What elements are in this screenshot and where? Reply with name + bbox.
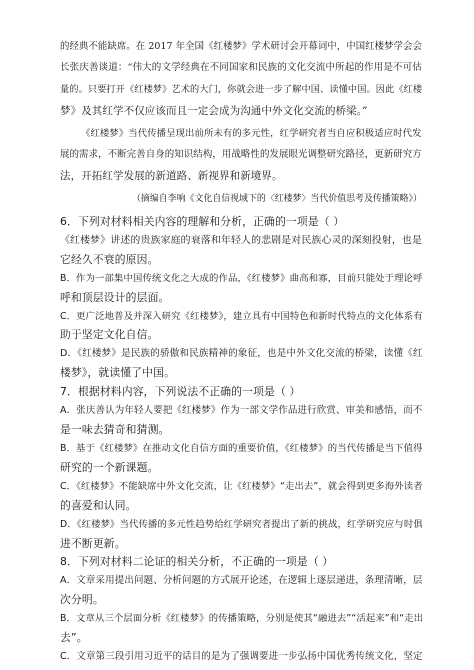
question-8-option-b: B．文章从三个层面分析《红楼梦》的传播策略，分别是使其“融进去”“活起来”和“走出 (60, 613, 424, 624)
passage-line: 《红楼梦》当代传播呈现出前所未有的多元性，红学研究者当自应积极适应时代发 (81, 128, 422, 139)
question-7-option-a-cont: 是一味去猜奇和猜测。 (60, 423, 170, 436)
passage-line: 梦》及其红学不仅应该而且一定会成为沟通中外文化交流的桥梁。” (60, 105, 368, 117)
question-8-option-a-cont: 次分明。 (60, 593, 104, 606)
question-7-option-a: A．张庆善认为年轻人要把《红楼梦》作为一部文学作品进行欣赏、审美和感悟，而不 (60, 405, 423, 416)
question-7-stem: 7．根据材料内容，下列说法不正确的一项是（ ） (60, 385, 301, 398)
question-6-option-a: 《红楼梦》讲述的贵族家庭的衰落和年轻人的悲剧是对民族心灵的深刻投射，也是 (60, 235, 423, 246)
question-6-option-d-cont: 楼梦》，就读懂了中国。 (60, 366, 176, 379)
question-6-stem: 6．下列对材料相关内容的理解和分析，正确的一项是（ ） (60, 215, 345, 228)
passage-source: （摘编自李响《文化自信视域下的〈红楼梦〉当代价值思考及传播策略》） (132, 194, 422, 204)
question-7-option-b: B．基于《红楼梦》在推动文化自信方面的重要价值，《红楼梦》的当代传播是当下值得 (60, 443, 423, 454)
question-8-option-a: A．文章采用提出问题、分析问题的方式展开论述，在逻辑上逐层递进，条理清晰，层 (60, 575, 423, 586)
question-6-option-c: C．更广泛地普及并深入研究《红楼梦》，建立具有中国特色和新时代特点的文化体系有 (60, 311, 423, 322)
question-7-option-d-cont: 进不断更新。 (60, 537, 126, 550)
question-6-option-a-cont: 它经久不衰的原因。 (60, 253, 159, 266)
question-6-option-b-cont: 呼和顶层设计的层面。 (60, 291, 170, 304)
question-7-option-c-cont: 的喜爱和认同。 (60, 499, 137, 512)
question-6-option-d: D．《红楼梦》是民族的骄傲和民族精神的象征，也是中外文化交流的桥梁，读懂《红 (60, 348, 423, 359)
passage-line: 的经典不能缺席。在 2017 年全国《红楼梦》学术研讨会开幕词中，中国红楼梦学会会 (60, 41, 423, 52)
question-7-option-d: D．《红楼梦》当代传播的多元性趋势给红学研究者提出了新的挑战，红学研究应与时俱 (60, 519, 423, 530)
question-6-option-b: B．作为一部集中国传统文化之大成的作品，《红楼梦》曲高和寡，目前只能处于理论呼 (60, 273, 423, 284)
question-8-stem: 8．下列对材料二论证的相关分析，不正确的一项是（ ） (60, 555, 334, 568)
question-8-option-c: C．文章第三段引用习近平的话目的是为了强调要进一步弘扬中国优秀传统文化，坚定 (60, 651, 423, 662)
question-7-option-c: C．《红楼梦》不能缺席中外文化交流，让《红楼梦》“走出去”，就会得到更多海外读者 (60, 481, 423, 492)
question-6-option-c-cont: 助于坚定文化自信。 (60, 328, 159, 341)
question-8-option-b-cont: 去”。 (60, 631, 88, 644)
passage-line: 法，开拓红学发展的新道路、新视界和新境界。 (60, 170, 283, 182)
passage-line: 展的需求，不断完善自身的知识结构，用战略性的发展眼光调整研究路径，更新研究方 (60, 149, 422, 160)
passage-line: 量的。只要打开《红楼梦》艺术的大门，你就会进一步了解中国、读懂中国。因此《红楼 (60, 84, 423, 95)
question-7-option-b-cont: 研究的一个新课题。 (60, 461, 159, 474)
passage-line: 长张庆善谈道：“伟大的文学经典在不同国家和民族的文化交流中所起的作用是不可估 (60, 62, 422, 73)
